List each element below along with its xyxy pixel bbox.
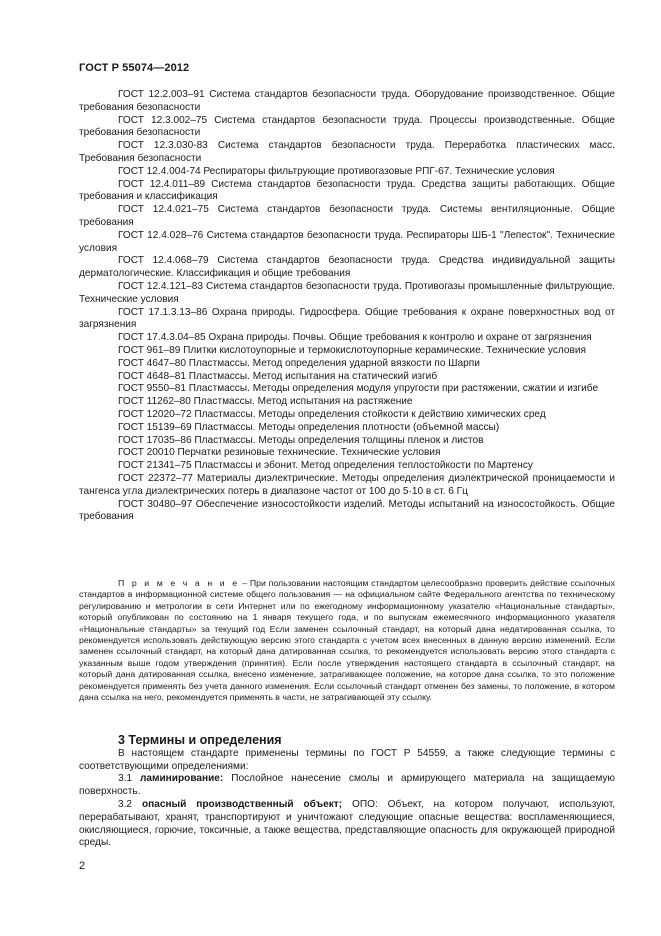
note-block: [79, 578, 615, 703]
reference-item: ГОСТ 17035–86 Пластмассы. Методы определения толщины пленок и листов: [118, 434, 484, 446]
term-text: Послойное нанесение смолы и армирующего материала на защищаемую поверхность.: [79, 773, 615, 798]
reference-item: ГОСТ 17.4.3.04–85 Охрана природы. Почвы. Общие требования к контролю и охране от загрязнения: [118, 332, 592, 344]
reference-item: ГОСТ 4647–80 Пластмассы. Метод определения ударной вязкости по Шарпи: [118, 357, 480, 369]
term-definition: [79, 773, 615, 799]
section-intro: В настоящем стандарте применены термины по ГОСТ Р 54559, а также следующие термины с соответствующими определениями:: [79, 747, 615, 772]
note-text: – При пользовании настоящим стандартом целесообразно проверить действие ссылочных стандартов в информационной системе общего пользования — на официальном сайте Федерального агентства по техническому регулированию и метрологии в сети Интернет или по ежегодному информационному указателю «Национальные стандарты», который опубликован по состоянию на 1 января текущего года, и по выпускам ежемесячного информационного указателя «Национальные стандарты» за текущий год Если заменен ссылочный стандарт, на который дана недатированная ссылка, то рекомендуется использовать действующую версию этого стандарта с учетом всех внесенных в данную версию изменений. Если заменен ссылочный стандарт, на который дана датированная ссылка, то рекомендуется использовать версию этого стандарта с указанным выше годом утверждения (принятия). Если после утверждения настоящего стандарта в ссылочный стандарт, на который дана датированная ссылка, внесено изменение, затрагивающее положение, на которое дана ссылка, то это положение рекомендуется применять без учета данного изменения. Если ссылочный стандарт отменен без замены, то положение, в котором дана ссылка на него, рекомендуется применять в части, не затрагивающей эту ссылку.: [79, 578, 615, 703]
reference-item: ГОСТ 22372–77 Материалы диэлектрические. Методы определения диэлектрической проницаемости и тангенса угла диэлектрических потерь в диапазоне частот от 100 до 5·10 в ст. 6 Гц: [79, 472, 615, 497]
reference-item: ГОСТ 12.4.121–83 Система стандартов безопасности труда. Противогазы промышленные фильтрующие. Технические условия: [79, 280, 615, 305]
reference-item: ГОСТ 11262–80 Пластмассы. Метод испытания на растяжение: [118, 396, 413, 408]
reference-item: ГОСТ 9550–81 Пластмассы. Методы определения модуля упругости при растяжении, сжатии и изгибе: [118, 383, 599, 395]
reference-item: ГОСТ 961–89 Плитки кислотоупорные и термокислотоупорные керамические. Технические условия: [118, 344, 586, 356]
note-label: П р и м е ч а н и е: [118, 578, 240, 588]
section-title: 3 Термины и определения: [118, 733, 282, 747]
reference-item: ГОСТ 12.4.011–89 Система стандартов безопасности труда. Средства защиты работающих. Общие требования и классификация: [79, 178, 615, 203]
term-name: опасный производственный объект;: [141, 798, 343, 810]
term-number: 3.2: [118, 798, 142, 810]
reference-item: ГОСТ 12.4.028–76 Система стандартов безопасности труда. Респираторы ШБ-1 "Лепесток". Технические условия: [79, 229, 615, 254]
term-definition: [79, 799, 615, 850]
normative-references-list: [79, 89, 615, 524]
reference-item: ГОСТ 12.3.002–75 Система стандартов безопасности труда. Процессы производственные. Общие требования безопасности: [79, 114, 615, 139]
reference-item: ГОСТ 17.1.3.13–86 Охрана природы. Гидросфера. Общие требования к охране поверхностных вод от загрязнения: [79, 306, 615, 331]
reference-item: ГОСТ 4648–81 Пластмассы. Метод испытания на статический изгиб: [118, 370, 438, 382]
reference-item: ГОСТ 20010 Перчатки резиновые технические. Технические условия: [118, 447, 441, 459]
reference-item: ГОСТ 21341–75 Пластмассы и эбонит. Метод определения теплостойкости по Мартенсу: [118, 460, 533, 472]
reference-item: ГОСТ 12.2.003–91 Система стандартов безопасности труда. Оборудование производственное. Общие требования безопасности: [79, 89, 615, 113]
page-number: 2: [79, 860, 86, 872]
reference-item: ГОСТ 12.4.004-74 Респираторы фильтрующие противогазовые РПГ-67. Технические условия: [118, 165, 555, 177]
reference-item: ГОСТ 15139–69 Пластмассы. Методы определения плотности (объемной массы): [118, 421, 500, 433]
section-terms: [79, 734, 615, 850]
reference-item: ГОСТ 12.4.021–75 Система стандартов безопасности труда. Системы вентиляционные. Общие требования: [79, 204, 615, 228]
term-name: ламинирование:: [139, 773, 224, 785]
reference-item: ГОСТ 12020–72 Пластмассы. Методы определения стойкости к действию химических сред: [118, 408, 546, 420]
reference-item: ГОСТ 12.3.030-83 Система стандартов безопасности труда. Переработка пластических масс. Требования безопасности: [79, 140, 615, 164]
term-text: ОПО: Объект, на котором получают, используют, перерабатывают, хранят, транспортируют и уничтожают следующие опасные вещества: воспламеняющиеся, окисляющиеся, горючие, токсичные, а также вещества, представляющие опасность для окружающей природной среды.: [79, 798, 615, 849]
reference-item: ГОСТ 12.4.068–79 Система стандартов безопасности труда. Средства индивидуальной защиты дерматологические. Классификация и общие требования: [79, 255, 615, 280]
reference-item: ГОСТ 30480–97 Обеспечение износостойкости изделий. Методы испытаний на износостойкость. Общие требования: [79, 498, 615, 523]
term-number: 3.1: [118, 773, 140, 785]
document-header: ГОСТ Р 55074—2012: [79, 62, 190, 74]
